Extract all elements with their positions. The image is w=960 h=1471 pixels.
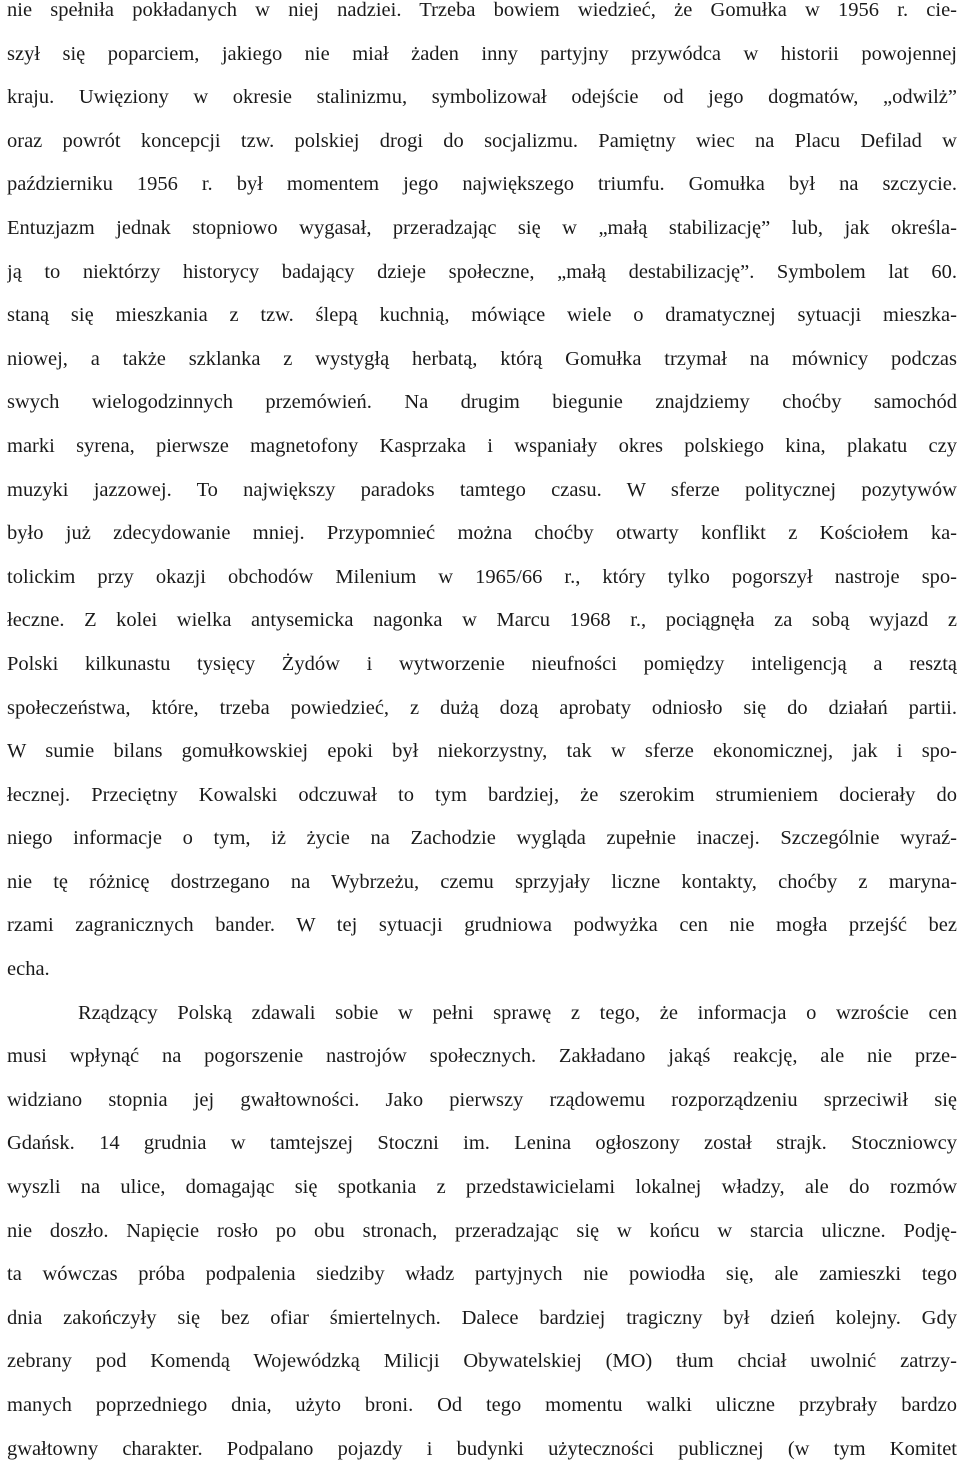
text-line: echa.: [7, 958, 50, 981]
text-line: nie spełniła pokładanych w niej nadziei. Trzeba bowiem wiedzieć, że Gomułka w 1956 r. cie-: [7, 0, 957, 21]
text-line: tolickim przy okazji obchodów Milenium w 1965/66 r., który tylko pogorszył nastroje spo-: [7, 565, 957, 588]
text-line: łecznej. Przeciętny Kowalski odczuwał to tym bardziej, że szerokim strumieniem docierały do: [7, 783, 957, 806]
text-line: łeczne. Z kolei wielka antysemicka nagonka w Marcu 1968 r., pociągnęła za sobą wyjazd z: [7, 609, 957, 632]
text-line: ta wówczas próba podpalenia siedziby władz partyjnych nie powiodła się, ale zamieszki tego: [7, 1263, 957, 1286]
text-line: gwałtowny charakter. Podpalano pojazdy i budynki użyteczności publicznej (w tym Komitet: [7, 1437, 957, 1460]
document-page: [7, 0, 957, 1471]
text-line: manych poprzedniego dnia, użyto broni. Od tego momentu walki uliczne przybrały bardzo: [7, 1394, 957, 1416]
text-line: muzyki jazzowej. To największy paradoks tamtego czasu. W sferze politycznej pozytywów: [7, 478, 957, 501]
text-line: musi wpłynąć na pogorszenie nastrojów społecznych. Zakładano jakąś reakcję, ale nie prze-: [7, 1045, 957, 1068]
text-line: październiku 1956 r. był momentem jego największego triumfu. Gomułka był na szczycie.: [7, 173, 957, 196]
text-line: zebrany pod Komendą Wojewódzką Milicji Obywatelskiej (MO) tłum chciał uwolnić zatrzy-: [7, 1350, 957, 1373]
text-line: wyszli na ulice, domagając się spotkania z przedstawicielami lokalnej władzy, ale do rozmów: [7, 1176, 957, 1199]
text-line: niego informacje o tym, iż życie na Zachodzie wygląda zupełnie inaczej. Szczególnie wyraź-: [7, 827, 957, 850]
text-line: nie tę różnicę dostrzegano na Wybrzeżu, czemu sprzyjały liczne kontakty, choćby z maryna-: [7, 870, 957, 893]
text-line: było już zdecydowanie mniej. Przypomnieć można choćby otwarty konflikt z Kościołem ka-: [7, 522, 957, 545]
text-line: Entuzjazm jednak stopniowo wygasał, przeradzając się w „małą stabilizację” lub, jak określa-: [7, 216, 957, 239]
text-line: niowej, a także szklanka z wystygłą herbatą, którą Gomułka trzymał na mównicy podczas: [7, 347, 957, 370]
text-line: kraju. Uwięziony w okresie stalinizmu, symbolizował odejście od jego dogmatów, „odwilż”: [7, 86, 957, 109]
text-line: swych wielogodzinnych przemówień. Na drugim biegunie znajdziemy choćby samochód: [7, 391, 957, 414]
text-line: widziano stopnia jej gwałtowności. Jako pierwszy rządowemu rozporządzeniu sprzeciwił się: [7, 1088, 957, 1111]
text-line: staną się mieszkania z tzw. ślepą kuchnią, mówiące wiele o dramatycznej sytuacji mieszka-: [7, 304, 957, 327]
paragraph-1: [7, 0, 957, 992]
text-line: Rządzący Polską zdawali sobie w pełni sprawę z tego, że informacja o wzroście cen: [78, 1001, 957, 1024]
text-line: W sumie bilans gomułkowskiej epoki był niekorzystny, tak w sferze ekonomicznej, jak i spo-: [7, 740, 957, 763]
text-line: Polski kilkunastu tysięcy Żydów i wytworzenie nieufności pomiędzy inteligencją a resztą: [7, 652, 957, 675]
text-line: rzami zagranicznych bander. W tej sytuacji grudniowa podwyżka cen nie mogła przejść bez: [7, 914, 957, 937]
text-line: Gdańsk. 14 grudnia w tamtejszej Stoczni im. Lenina ogłoszony został strajk. Stoczniowcy: [7, 1132, 957, 1155]
text-line: społeczeństwa, które, trzeba powiedzieć, z dużą dozą aprobaty odniosło się do działań partii.: [7, 696, 957, 719]
text-line: szył się poparciem, jakiego nie miał żaden inny partyjny przywódca w historii powojennej: [7, 42, 957, 65]
text-line: oraz powrót koncepcji tzw. polskiej drogi do socjalizmu. Pamiętny wiec na Placu Defilad w: [7, 129, 957, 152]
paragraph-2: [7, 992, 957, 1471]
text-line: dnia zakończyły się bez ofiar śmiertelnych. Dalece bardziej tragiczny był dzień kolejny. Gdy: [7, 1306, 957, 1329]
text-line: ją to niektórzy historycy badający dzieje społeczne, „małą destabilizację”. Symbolem lat 60.: [7, 260, 957, 283]
text-line: nie doszło. Napięcie rosło po obu stronach, przeradzając się w końcu w starcia uliczne. Podję-: [7, 1219, 957, 1242]
text-line: marki syrena, pierwsze magnetofony Kasprzaka i wspaniały okres polskiego kina, plakatu czy: [7, 434, 957, 457]
